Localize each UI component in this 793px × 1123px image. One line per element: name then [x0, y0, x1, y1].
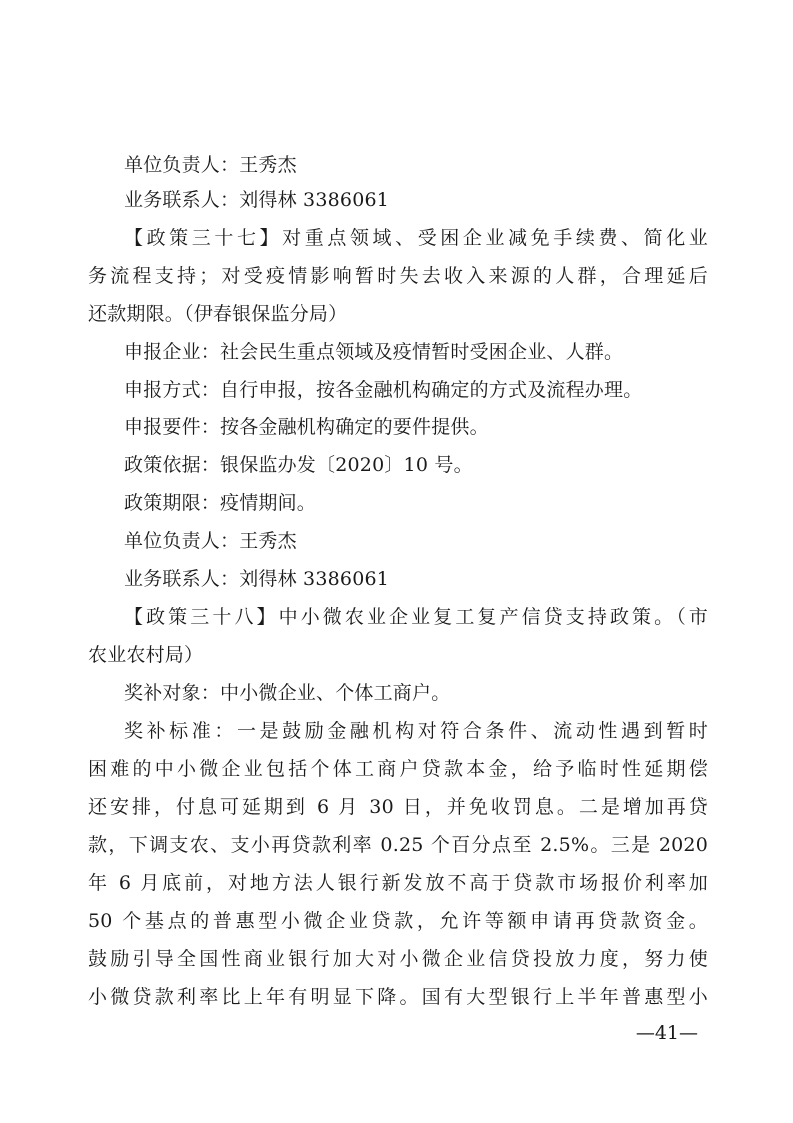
- apply-documents: 申报要件：按各金融机构确定的要件提供。: [124, 416, 489, 438]
- apply-enterprise: 申报企业：社会民生重点领域及疫情暂时受困企业、人群。: [124, 341, 624, 363]
- reward-standard-line-5: 年 6 月底前，对地方法人银行新发放不高于贷款市场报价利率加: [88, 872, 708, 894]
- reward-standard-line-3: 还安排，付息可延期到 6 月 30 日，并免收罚息。二是增加再贷: [88, 796, 708, 818]
- policy-37-line-2: 务流程支持；对受疫情影响暂时失去收入来源的人群，合理延后: [88, 265, 708, 287]
- unit-head-2: 单位负责人：王秀杰: [124, 530, 297, 552]
- policy-38-line-1: 【政策三十八】中小微农业企业复工复产信贷支持政策。（市: [124, 606, 708, 628]
- reward-target: 奖补对象：中小微企业、个体工商户。: [124, 682, 451, 704]
- unit-head-1: 单位负责人：王秀杰: [124, 154, 297, 176]
- policy-37-line-3: 还款期限。（伊春银保监分局）: [88, 303, 348, 325]
- reward-standard-line-1: 奖补标准：一是鼓励金融机构对符合条件、流动性遇到暂时: [124, 720, 708, 742]
- reward-standard-line-8: 小微贷款利率比上年有明显下降。国有大型银行上半年普惠型小: [88, 986, 708, 1008]
- page-number: —41—: [635, 1022, 698, 1044]
- reward-standard-line-4: 款，下调支农、支小再贷款利率 0.25 个百分点至 2.5%。三是 2020: [88, 834, 708, 856]
- reward-standard-line-2: 困难的中小微企业包括个体工商户贷款本金，给予临时性延期偿: [88, 758, 708, 780]
- policy-basis: 政策依据：银保监办发〔2020〕10 号。: [124, 454, 473, 476]
- policy-period: 政策期限：疫情期间。: [124, 492, 317, 514]
- contact-1: 业务联系人：刘得林 3386061: [124, 189, 390, 211]
- policy-37-line-1: 【政策三十七】对重点领域、受困企业减免手续费、简化业: [124, 227, 708, 249]
- apply-method: 申报方式：自行申报，按各金融机构确定的方式及流程办理。: [124, 379, 643, 401]
- contact-2: 业务联系人：刘得林 3386061: [124, 568, 390, 590]
- reward-standard-line-6: 50 个基点的普惠型小微企业贷款，允许等额申请再贷款资金。: [88, 910, 708, 932]
- reward-standard-line-7: 鼓励引导全国性商业银行加大对小微企业信贷投放力度，努力使: [88, 948, 708, 970]
- policy-38-line-2: 农业农村局）: [88, 644, 204, 666]
